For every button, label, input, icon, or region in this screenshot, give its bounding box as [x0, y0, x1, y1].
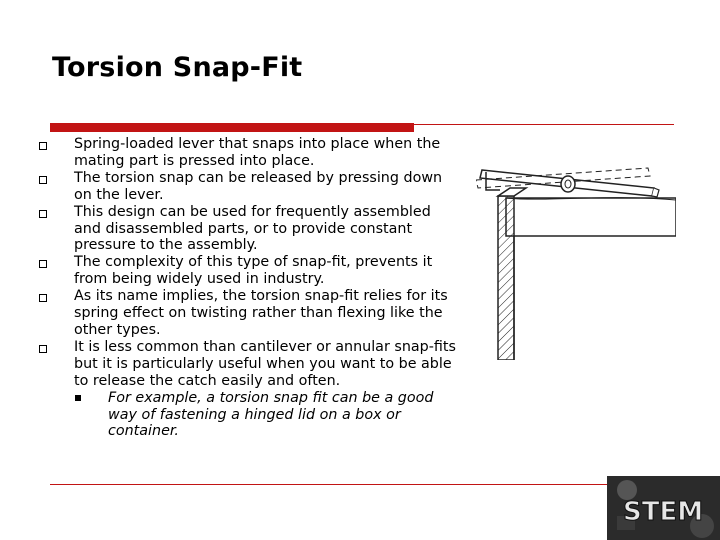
- slide-title: Torsion Snap-Fit: [52, 52, 303, 83]
- hollow-square-bullet-icon: [39, 210, 47, 218]
- torsion-snap-fit-diagram: [476, 160, 676, 360]
- sub-bullet-text: For example, a torsion snap fit can be a good way of fastening a hinged lid on a box or container.: [108, 389, 434, 440]
- lid-plate: [506, 198, 676, 236]
- pivot-pin: [561, 176, 575, 192]
- box-wall: [498, 196, 514, 360]
- hollow-square-bullet-icon: [39, 294, 47, 302]
- bullet-item: [36, 204, 456, 255]
- sub-bullet-list: [74, 390, 456, 441]
- bullet-text: As its name implies, the torsion snap-fit relies for its spring effect on twisting rather than flexing like the other types.: [74, 288, 448, 338]
- title-underline-bar: [50, 123, 414, 132]
- stem-logo-graphic: [607, 476, 720, 540]
- svg-text:STEM: STEM: [623, 497, 704, 527]
- bullet-item: [36, 170, 456, 204]
- hollow-square-bullet-icon: [39, 345, 47, 353]
- bullet-item: [36, 136, 456, 170]
- sub-bullet-item: [74, 390, 456, 441]
- bullet-text: The complexity of this type of snap-fit, prevents it from being widely used in industry.: [74, 254, 433, 288]
- footer-rule: [50, 484, 674, 485]
- title-underline-thin: [414, 124, 674, 125]
- bullet-text: The torsion snap can be released by pressing down on the lever.: [74, 169, 443, 203]
- hollow-square-bullet-icon: [39, 176, 47, 184]
- bullet-text: It is less common than cantilever or annular snap-fits but it is particularly useful when you want to be able to release the catch easily and often.: [74, 338, 456, 389]
- hollow-square-bullet-icon: [39, 260, 47, 268]
- stem-logo: [607, 476, 720, 540]
- bullet-text: This design can be used for frequently assembled and disassembled parts, or to provide constant pressure to the assembly.: [74, 203, 431, 254]
- bullet-item: [36, 254, 456, 288]
- bullet-item: [36, 288, 456, 339]
- filled-square-bullet-icon: [75, 395, 81, 401]
- hinge-block: [498, 188, 526, 196]
- bullet-list: [36, 136, 456, 440]
- bullet-item: [36, 339, 456, 440]
- hollow-square-bullet-icon: [39, 142, 47, 150]
- bullet-text: Spring-loaded lever that snaps into place when the mating part is pressed into place.: [74, 136, 441, 169]
